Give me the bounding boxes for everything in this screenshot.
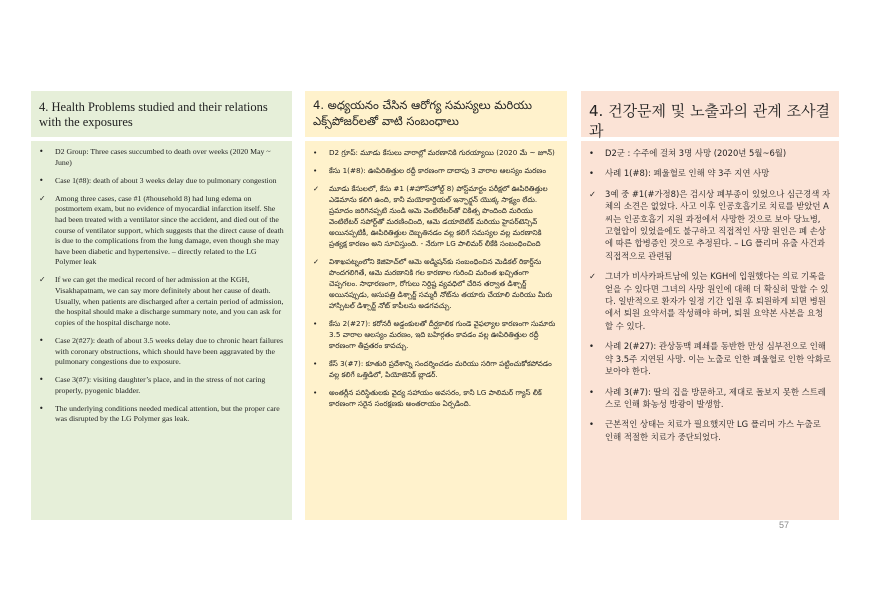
list-item — [39, 375, 284, 396]
list-item — [589, 386, 831, 411]
list-item — [39, 176, 284, 187]
list-item-text: Case 2(#27): death of about 3.5 weeks delay due to chronic heart failures with coronary obstructions, which should have been aggravated by the pulmonary congestions due to exposure. — [55, 335, 283, 367]
list-item-text: అంతర్లీన పరిస్థితులకు వైద్య సహాయం అవసరం, కానీ LG పాలిమర్ గ్యాస్ లీక్ కారణంగా సరైన సంరక్షణకు అంతరాయం ఏర్పడింది. — [329, 388, 542, 408]
list-item-text: Case 1(#8): death of about 3 weeks delay due to pulmonary congestion — [55, 175, 277, 185]
list-item-text: 사례 3(#7): 딸의 집을 방문하고, 제대로 돌보지 못한 스트레스로 인해 화농성 방광이 발생함. — [605, 386, 826, 409]
bullet-marker: • — [589, 341, 594, 352]
list-item-text: 사례 2(#27): 관상동맥 폐쇄를 동반한 만성 심부전으로 인해 약 3.5주 지연된 사망. 이는 노출로 인한 폐울혈로 인한 악화로 보아야 한다. — [605, 341, 832, 377]
list-item-text: కేసు 2(#27): కరోనరీ అడ్డంకులతో దీర్ఘకాలిక గుండె వైఫల్యాల కారణంగా సుమారు 3.5 వారాల ఆలస్యం మరణం, ఇది బహిర్గతం కావడం వల్ల ఊపిరితిత్తుల రద్దీ కారణంగా తీవ్రతరం కావచ్చు. — [329, 319, 556, 350]
bullet-marker: • — [589, 419, 594, 430]
list-item — [589, 270, 831, 332]
list-item — [313, 183, 559, 249]
list-item — [313, 256, 559, 311]
list-item — [39, 275, 284, 328]
bullet-marker: • — [39, 175, 44, 185]
korean-column-body — [581, 141, 839, 520]
list-item — [589, 147, 831, 159]
list-item — [39, 336, 284, 368]
list-item-text: మూడు కేసులలో, కేసు #1 (#హౌస్‌హోల్డ్ 8) పోస్ట్‌మార్టం పరీక్షలో ఊపిరితిత్తుల ఎడెమాను కలిగి ఉంది, కానీ మయోకార్డియల్ ఇన్ఫార్క్షన్ యొక్క సాక్ష్యం లేదు. ప్రమాదం జరిగినప్పటి నుండి ఆమె వెంటిలేటర్‌తో చికిత్స పొందింది మరియు వెంటిలేటర్ సపోర్ట్‌తో మరణించింది, ఆమె డయాబెటిక్ మరియు హైపర్‌టెన్సివ్ అయినప్పటికీ, ఊపిరితిత్తుల దెబ్బతినడం వల్ల కలిగే సమస్యల వల్ల మరణానికి ప్రత్యక్ష కారణం అని సూచిస్తుంది. - నేరుగా LG పాలిమర్ లీకేకి సంబంధించింది — [329, 184, 548, 248]
bullet-marker: • — [313, 166, 318, 175]
list-item — [589, 340, 831, 377]
bullet-marker: • — [313, 359, 318, 368]
check-marker: ✓ — [39, 275, 46, 285]
telugu-column-body — [305, 141, 567, 520]
list-item-text: D2 గ్రూప్: మూడు కేసులు వారాల్లో మరణానికి గురయ్యాయి (2020 మే ~ జూన్) — [329, 148, 555, 157]
english-column-title: 4. Health Problems studied and their relations with the exposures — [39, 100, 268, 129]
list-item — [313, 387, 559, 409]
page-number: 57 — [779, 520, 790, 530]
list-item-text: If we can get the medical record of her admission at the KGH, Visakhapatnam, we can say more definitely about her cause of death. Usually, when patients are discharged after a certain period of admission, the hospital should make a discharge summary note, and you can ask for copies of the hospital discharge note. — [55, 275, 284, 327]
english-column-body — [31, 141, 292, 520]
list-item-text: D2 Group: Three cases succumbed to death over weeks (2020 May ~ June) — [55, 147, 271, 167]
bullet-marker: • — [313, 148, 318, 157]
list-item — [313, 318, 559, 351]
list-item-text: కేస్ 3(#7): కూతురి ప్రదేశాన్ని సందర్శించడం మరియు సరిగా పట్టించుకోకపోవడం వల్ల కలిగే ఒత్తిడిలో, పియోజెనిక్ బ్లాడర్. — [329, 359, 552, 379]
list-item-text: D2군 : 수주에 걸쳐 3명 사망 (2020년 5월~6월) — [605, 148, 787, 158]
list-item-text: The underlying conditions needed medical attention, but the proper care was disrupted by the LG Polymer gas leak. — [55, 403, 280, 424]
check-marker: ✓ — [589, 271, 597, 282]
list-item — [39, 194, 284, 268]
bullet-marker: • — [589, 168, 594, 179]
bullet-marker: • — [39, 147, 44, 156]
list-item — [39, 147, 284, 168]
list-item — [39, 404, 284, 425]
list-item-text: Among three cases, case #1 (#household 8) had lung edema on postmortem exam, but no evidence of myocardial infarction itself. She had been treated with a ventilator since the accident, and died out of the course of ventilator support, which suggests that the direct cause of death is due to the complications from the lung damage, even though she may have been diabetic and hypertensive. – directly related to the LG Polymer leak — [55, 193, 284, 267]
bullet-marker: • — [39, 375, 44, 385]
list-item — [589, 167, 831, 179]
bullet-marker: • — [589, 386, 594, 397]
list-item — [589, 188, 831, 262]
list-item-text: Case 3(#7): visiting daughter’s place, and in the stress of not caring properly, pyogenic bladder. — [55, 375, 266, 395]
telugu-column-title: 4. అధ్యయనం చేసిన ఆరోగ్య సమస్యలు మరియు ఎక్స్‌పోజర్‌లతో వాటి సంబంధాలు — [313, 98, 532, 128]
list-item-text: 근본적인 상태는 치료가 필요했지만 LG 폴리머 가스 누출로 인해 적절한 치료가 중단되었다. — [605, 419, 821, 442]
english-column-header — [31, 91, 292, 137]
english-item-list — [39, 147, 284, 425]
korean-item-list — [589, 147, 831, 443]
bullet-marker: • — [39, 335, 44, 345]
list-item-text: కేసు 1(#8): ఊపిరితిత్తుల రద్దీ కారణంగా దాదాపు 3 వారాల ఆలస్యం మరణం — [329, 166, 546, 175]
bullet-marker: • — [39, 403, 44, 413]
bullet-marker: • — [313, 388, 318, 397]
list-item-text: 3예 중 #1(#가정8)은 검시상 폐부종이 있었으나 심근경색 자체의 소견은 없었다. 사고 이후 인공호흡기로 치료를 받았던 A씨는 인공호흡기 지원 과정에서 사망한 것으로 보아 당뇨병, 고혈압이 있었을에도 불구하고 직접적인 사망 원인은 폐 손상에 따른 합병증인 것으로 추정된다. – LG 폴리머 유출 사건과 직접적으로 관련됨 — [605, 188, 831, 261]
check-marker: ✓ — [313, 257, 320, 266]
list-item — [313, 165, 559, 176]
bullet-marker: • — [313, 319, 318, 328]
list-item — [313, 358, 559, 380]
korean-column-header — [581, 91, 839, 140]
check-marker: ✓ — [313, 184, 320, 193]
list-item — [589, 418, 831, 443]
list-item-text: 사례 1(#8): 폐울혈로 인해 약 3주 지연 사망 — [605, 168, 770, 179]
list-item-text: 그녀가 비사카파트남에 있는 KGH에 입원했다는 의료 기록을 얻을 수 있다면 그녀의 사망 원인에 대해 더 확실히 말할 수 있다. 일반적으로 환자가 일정 기간 입원 후 퇴원하게 되면 병원에서 퇴원 요약서를 작성해야 하며, 퇴원 요약본 사본을 요청할 수 있다. — [605, 271, 829, 331]
bullet-marker: • — [589, 148, 594, 158]
telugu-item-list — [313, 147, 559, 409]
list-item — [313, 147, 559, 158]
list-item-text: విశాఖపట్నంలోని కెజిహెచ్‌లో ఆమె అడ్మిషన్‌కు సంబంధించిన మెడికల్ రికార్డ్‌ను పొందగలిగితే, ఆమె మరణానికి గల కారణాల గురించి మరింత ఖచ్చితంగా చెప్పగలం. సాధారణంగా, రోగులు నిర్దిష్ట వ్యవధిలో చేరిన తర్వాత డిశ్చార్జ్ అయినప్పుడు, ఆసుపత్రి డిశ్చార్జ్ సమ్మరీ నోట్‌ను తయారు చేయాలి మరియు మీరు హాస్పిటల్ డిశ్చార్జ్ నోట్ కాపీలను అడగవచ్చు. — [329, 257, 553, 310]
telugu-column-header — [305, 91, 567, 137]
korean-column-title: 4. 건강문제 및 노출과의 관계 조사결과 — [589, 102, 831, 140]
check-marker: ✓ — [39, 193, 46, 203]
check-marker: ✓ — [589, 188, 597, 199]
